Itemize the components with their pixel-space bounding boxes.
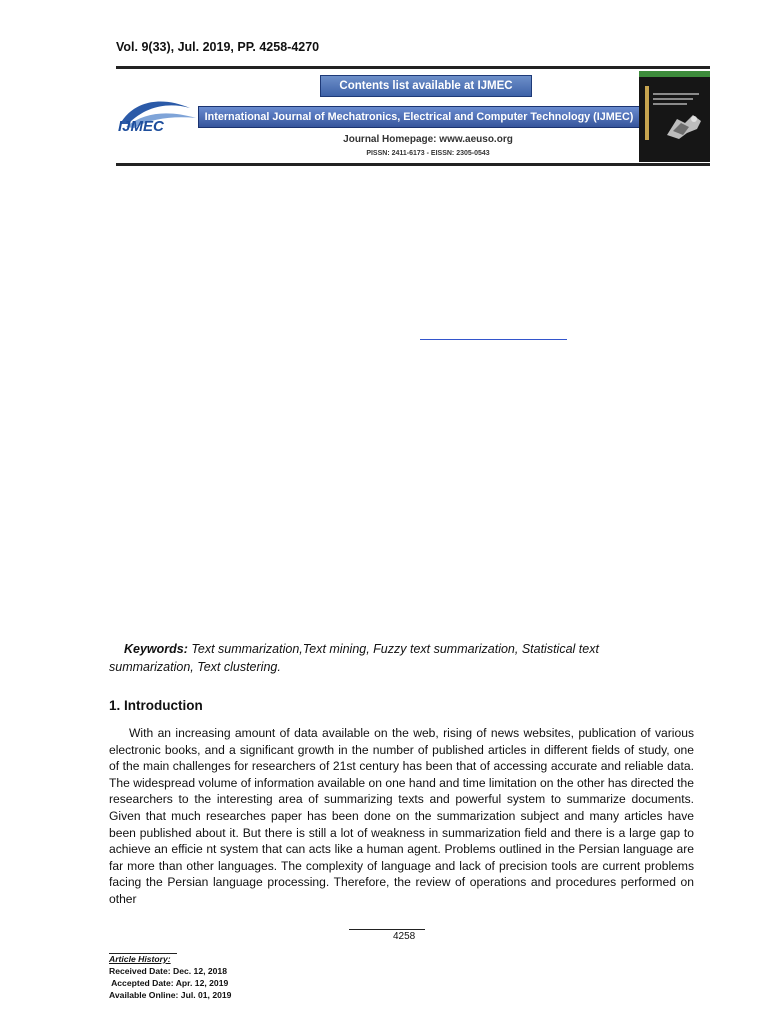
cover-title-line bbox=[653, 98, 693, 100]
history-title: Article History: bbox=[109, 954, 171, 964]
keywords-block bbox=[109, 640, 621, 676]
keywords-label: Keywords: bbox=[124, 642, 188, 656]
accepted-date: Accepted Date: Apr. 12, 2019 bbox=[109, 978, 229, 988]
available-date: Available Online: Jul. 01, 2019 bbox=[109, 990, 232, 1000]
journal-homepage: Journal Homepage: www.aeuso.org bbox=[343, 134, 513, 145]
logo-text: IJMEC bbox=[118, 118, 164, 135]
cover-strip bbox=[639, 71, 710, 77]
contents-list-banner: Contents list available at IJMEC bbox=[320, 75, 532, 97]
keywords-text: Text summarization,Text mining, Fuzzy text summarization, Statistical text summarization, Text clustering. bbox=[109, 642, 599, 674]
cover-title-line bbox=[653, 93, 699, 95]
cover-robot-picture bbox=[663, 109, 705, 143]
introduction-paragraph: With an increasing amount of data available on the web, rising of news websites, publication of various electronic books, and a significant growth in the number of published articles in different fields of study, one of the main challenges for researchers of 21st century has been that of accessing accurate and reliable data. The widespread volume of information available on one hand and time limitation on the other has directed the researchers to the interesting area of summarizing texts and powerful system to summarize documents. Given that much researches paper has been done on the summarization subject and many articles have been published about it. But there is still a lot of weakness in summarization field and there is a large gap to achieve an efficie nt system that can acts like a human agent. Problems outlined in the Persian language are far more than other languages. The complexity of language and lack of precision tools are current problems facing the Persian language processing. Therefore, the review of operations and procedures performed on other bbox=[109, 726, 694, 906]
cover-gold-bar bbox=[645, 86, 649, 140]
journal-cover-image bbox=[639, 71, 710, 162]
email-link-underline[interactable] bbox=[420, 339, 567, 340]
journal-banner bbox=[116, 66, 710, 168]
page-number: 4258 bbox=[393, 931, 416, 942]
received-date: Received Date: Dec. 12, 2018 bbox=[109, 966, 227, 976]
banner-top-rule bbox=[116, 66, 710, 69]
page-number-rule bbox=[349, 929, 425, 930]
journal-name-bar: International Journal of Mechatronics, Electrical and Computer Technology (IJMEC) bbox=[198, 106, 640, 128]
article-history bbox=[109, 953, 231, 1001]
journal-issn: PISSN: 2411-6173 - EISSN: 2305-0543 bbox=[366, 150, 490, 157]
volume-line: Vol. 9(33), Jul. 2019, PP. 4258-4270 bbox=[116, 40, 320, 54]
cover-title-line bbox=[653, 103, 687, 105]
section-heading-introduction: 1. Introduction bbox=[109, 698, 203, 713]
banner-bottom-rule bbox=[116, 163, 710, 166]
